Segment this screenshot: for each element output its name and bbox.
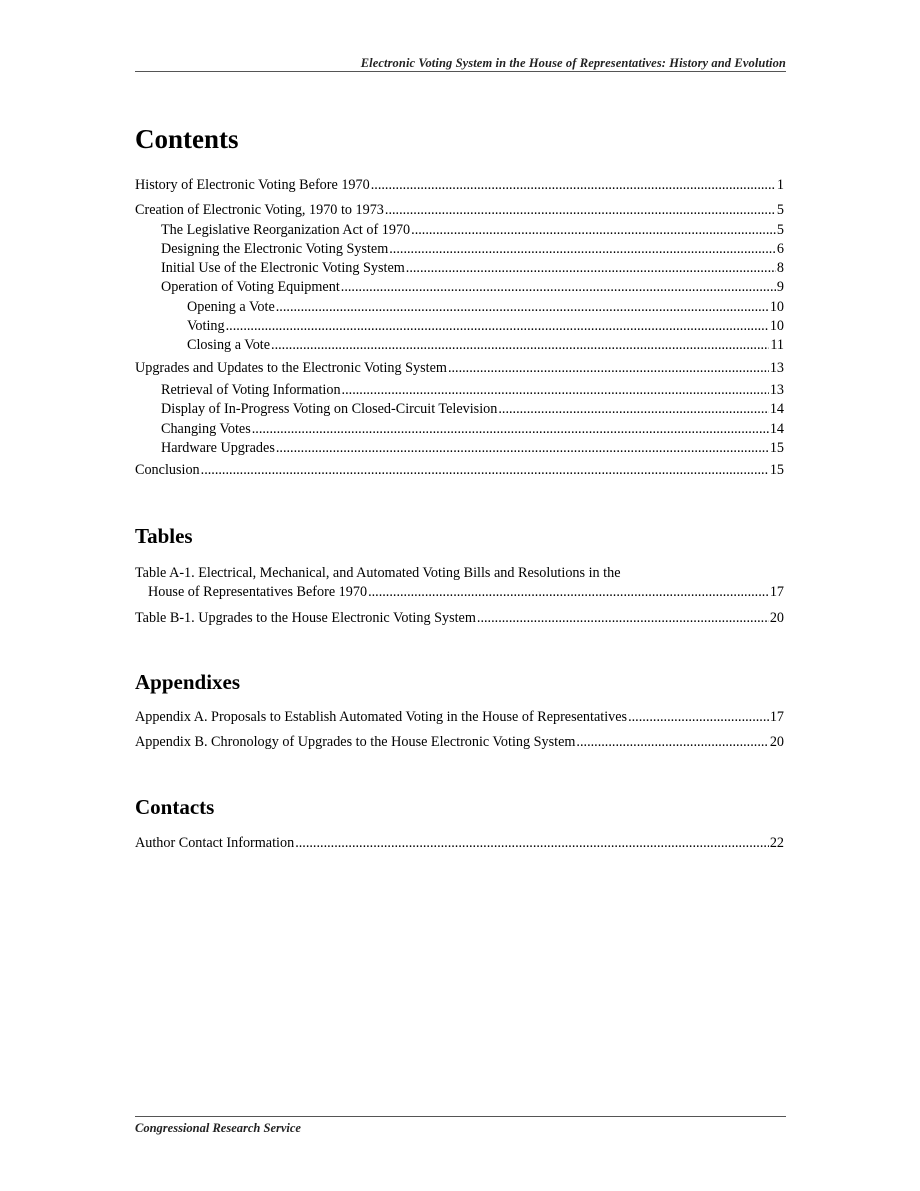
- toc-entry[interactable]: [135, 259, 784, 278]
- toc-entry-page: 20: [769, 609, 784, 626]
- dot-leader: [226, 317, 769, 336]
- toc-entry-page: 10: [769, 318, 784, 335]
- dot-leader: [406, 259, 776, 278]
- running-header: Electronic Voting System in the House of Representatives: History and Evolution: [360, 56, 786, 70]
- toc-entry-title: Appendix B. Chronology of Upgrades to the House Electronic Voting System: [135, 734, 576, 751]
- toc-entry[interactable]: [135, 708, 784, 727]
- toc-entry-title: Voting: [187, 318, 225, 335]
- toc-entry-title: Upgrades and Updates to the Electronic Voting System: [135, 359, 447, 376]
- running-footer: Congressional Research Service: [135, 1121, 301, 1135]
- toc-entry-title: The Legislative Reorganization Act of 1970: [161, 221, 411, 238]
- toc-entry-title: Appendix A. Proposals to Establish Automated Voting in the House of Representatives: [135, 709, 628, 725]
- dot-leader: [342, 381, 769, 400]
- dot-leader: [385, 201, 776, 220]
- toc-entry-title-continued: House of Representatives Before 1970: [148, 584, 368, 601]
- toc-entry-page: 15: [769, 462, 784, 479]
- toc-entry-title: Conclusion: [135, 462, 200, 479]
- dot-leader: [411, 221, 776, 240]
- toc-entry-page: 13: [769, 381, 784, 398]
- contacts-list: [135, 834, 784, 853]
- toc-entry-title: Creation of Electronic Voting, 1970 to 1973: [135, 202, 384, 219]
- footer-divider: [135, 1116, 786, 1117]
- contacts-heading: Contacts: [135, 795, 215, 819]
- toc-entry-page: 22: [769, 835, 784, 851]
- toc-entry[interactable]: [135, 298, 784, 317]
- toc-entry-page: 17: [769, 709, 784, 725]
- header-divider: [135, 71, 786, 72]
- dot-leader: [271, 336, 769, 355]
- toc-entry[interactable]: [135, 439, 784, 458]
- dot-leader: [252, 420, 769, 439]
- toc-entry-page: 17: [769, 584, 784, 601]
- dot-leader: [576, 733, 768, 752]
- toc-entry[interactable]: [135, 240, 784, 259]
- appendixes-heading: Appendixes: [135, 670, 241, 694]
- toc-entry[interactable]: [135, 400, 784, 419]
- toc-entry[interactable]: [135, 201, 784, 220]
- tables-heading: Tables: [135, 524, 193, 548]
- toc-entry-title: History of Electronic Voting Before 1970: [135, 177, 370, 193]
- dot-leader: [628, 708, 769, 727]
- toc-entry-page: 5: [776, 221, 784, 238]
- toc-entry-page: 14: [769, 401, 784, 418]
- tables-list: [135, 564, 784, 628]
- dot-leader: [368, 583, 769, 602]
- dot-leader: [477, 609, 769, 628]
- toc-entry[interactable]: [135, 278, 784, 297]
- toc-entry-page: 10: [769, 298, 784, 315]
- toc-entry-title: Closing a Vote: [187, 337, 271, 354]
- toc-entry[interactable]: [135, 317, 784, 336]
- dot-leader: [295, 834, 769, 853]
- toc-entry[interactable]: [135, 564, 784, 603]
- dot-leader: [201, 461, 769, 480]
- toc-entry[interactable]: [135, 834, 784, 853]
- toc-entry[interactable]: [135, 381, 784, 400]
- toc-entry-title: Initial Use of the Electronic Voting System: [161, 260, 405, 277]
- dot-leader: [371, 176, 776, 195]
- toc-entry-page: 14: [769, 420, 784, 437]
- dot-leader: [498, 400, 768, 419]
- toc-entry-title: Changing Votes: [161, 420, 251, 437]
- toc-entry-page: 5: [776, 202, 784, 219]
- toc-entry-page: 8: [776, 260, 784, 277]
- toc-entry[interactable]: [135, 221, 784, 240]
- toc-entry-title: Display of In-Progress Voting on Closed-Circuit Television: [161, 401, 498, 418]
- toc-entry-page: 11: [770, 337, 784, 354]
- toc-entry[interactable]: [135, 420, 784, 439]
- toc-entry-title: Operation of Voting Equipment: [161, 279, 340, 296]
- contents-list: [135, 176, 784, 480]
- toc-entry-page: 20: [769, 734, 784, 751]
- appendixes-list: [135, 708, 784, 753]
- dot-leader: [389, 240, 776, 259]
- toc-entry-page: 13: [769, 359, 784, 376]
- toc-entry-title: Table A-1. Electrical, Mechanical, and Automated Voting Bills and Resolutions in the: [135, 565, 621, 581]
- toc-entry-page: 6: [776, 240, 784, 257]
- toc-entry-title: Author Contact Information: [135, 835, 295, 851]
- toc-entry-page: 1: [776, 177, 784, 193]
- toc-entry[interactable]: [135, 733, 784, 752]
- dot-leader: [276, 439, 769, 458]
- toc-entry-title: Retrieval of Voting Information: [161, 381, 341, 398]
- toc-entry-page: 9: [776, 279, 784, 296]
- toc-entry-title: Table B-1. Upgrades to the House Electronic Voting System: [135, 609, 476, 626]
- toc-entry[interactable]: [135, 336, 784, 355]
- dot-leader: [341, 278, 776, 297]
- toc-entry[interactable]: [135, 461, 784, 480]
- toc-entry-title: Opening a Vote: [187, 298, 275, 315]
- toc-entry-title: Designing the Electronic Voting System: [161, 240, 389, 257]
- toc-entry[interactable]: [135, 359, 784, 378]
- toc-entry-title: Hardware Upgrades: [161, 439, 275, 456]
- dot-leader: [276, 298, 769, 317]
- toc-entry-page: 15: [769, 439, 784, 456]
- toc-entry[interactable]: [135, 609, 784, 628]
- toc-entry[interactable]: [135, 176, 784, 195]
- dot-leader: [448, 359, 769, 378]
- contents-heading: Contents: [135, 124, 239, 154]
